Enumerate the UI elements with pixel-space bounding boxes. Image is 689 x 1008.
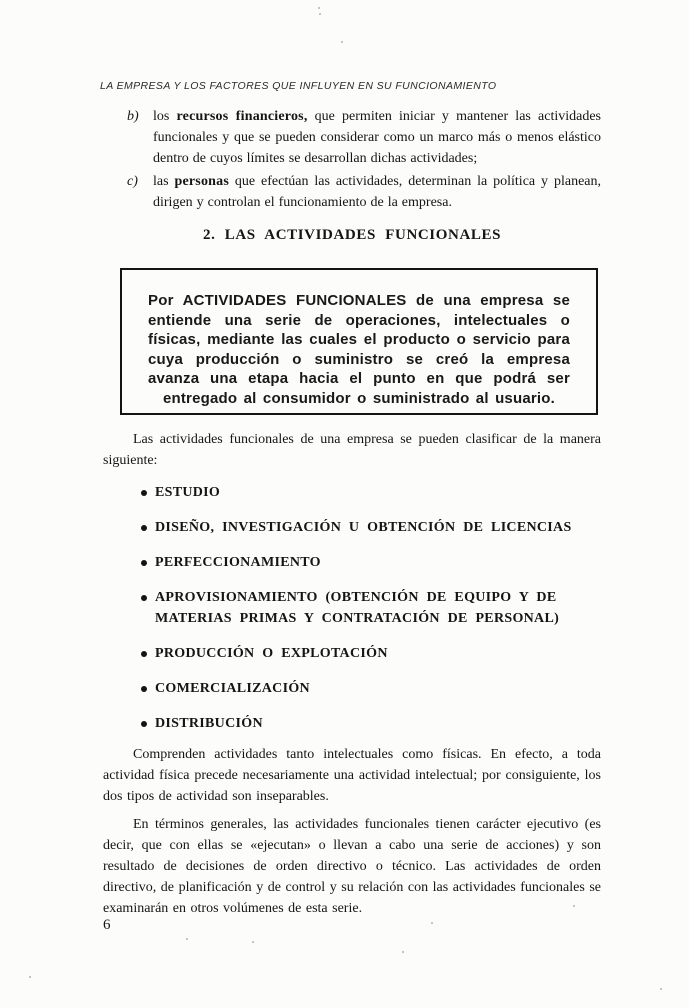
bullet-icon: [141, 686, 147, 692]
list-item: [141, 482, 601, 503]
scan-speck: [573, 905, 575, 907]
scan-speck: [431, 922, 433, 924]
scan-speck: [318, 7, 320, 9]
scan-speck: [29, 976, 31, 978]
list-item-b: [127, 106, 601, 169]
bullet-icon: [141, 721, 147, 727]
bullet-icon: [141, 560, 147, 566]
bullet-label: COMERCIALIZACIÓN: [155, 681, 310, 696]
text-run: que permiten iniciar y mantener las actividades funcionales y que se pueden considerar como un marco más o menos elástico dentro de cuyos límites se desarrollan dichas actividades;: [153, 109, 601, 166]
bullet-icon: [141, 595, 147, 601]
list-item: [141, 678, 601, 699]
list-item-b-text: [153, 106, 601, 169]
paragraph-intro: Las actividades funcionales de una empresa se pueden clasificar de la manera siguiente:: [103, 432, 601, 468]
text-run: las: [153, 174, 175, 189]
bold-term: personas: [174, 174, 229, 189]
list-item: [141, 517, 601, 538]
bullet-label: DISTRIBUCIÓN: [155, 716, 263, 731]
scan-speck: [252, 941, 254, 943]
definition-box-text: [148, 291, 570, 408]
section-heading: 2. LAS ACTIVIDADES FUNCIONALES: [202, 227, 502, 243]
scan-speck: [186, 938, 188, 940]
scan-speck: [660, 988, 662, 990]
text-run: Por: [148, 292, 183, 309]
list-item: [141, 552, 601, 573]
bullet-icon: [141, 490, 147, 496]
list-item: [141, 713, 601, 734]
paragraph-terminos: En términos generales, las actividades funcionales tienen carácter ejecutivo (es decir, que con ellas se «ejecutan» o llevan a cabo una serie de acciones) y son resultado de decisiones de orden directivo o técnico. Las actividades de orden directivo, de planificación y de control y su relación con las actividades funcionales se examinarán en otros volúmenes de esta serie.: [103, 817, 601, 916]
list-marker-c: c): [127, 174, 138, 189]
scan-speck: [341, 41, 343, 43]
definition-box: [120, 268, 598, 415]
list-item: [141, 587, 601, 629]
paragraph-comprenden: Comprenden actividades tanto intelectuales como físicas. En efecto, a toda actividad física precede necesariamente una actividad intelectual; por consiguiente, los dos tipos de actividad son inseparables.: [103, 747, 601, 804]
bullet-label: ESTUDIO: [155, 485, 221, 500]
running-header: LA EMPRESA Y LOS FACTORES QUE INFLUYEN EN SU FUNCIONAMIENTO: [100, 80, 497, 92]
bullet-list: [141, 482, 601, 748]
scan-speck: [402, 951, 404, 953]
bullet-label: APROVISIONAMIENTO (OBTENCIÓN DE EQUIPO Y DE MATERIAS PRIMAS Y CONTRATACIÓN DE PERSONAL): [155, 590, 560, 626]
bullet-label: DISEÑO, INVESTIGACIÓN U OBTENCIÓN DE LICENCIAS: [155, 520, 572, 535]
page-number: 6: [103, 917, 111, 933]
scan-speck: [319, 13, 321, 15]
bold-term: recursos financieros,: [176, 109, 308, 124]
text-run: de una empresa se entiende una serie de operaciones, intelectuales o físicas, mediante las cuales el producto o servicio para cuya producción o suministro se creó la empresa avanza una etapa hacia el punto en que podrá ser entregado al consumidor o suministrado al usuario.: [148, 292, 570, 407]
list-marker-b: b): [127, 109, 139, 124]
definition-term: ACTIVIDADES FUNCIONALES: [182, 292, 407, 309]
bullet-label: PRODUCCIÓN O EXPLOTACIÓN: [155, 646, 388, 661]
bullet-icon: [141, 525, 147, 531]
list-item-c: [127, 171, 601, 213]
bullet-label: PERFECCIONAMIENTO: [155, 555, 321, 570]
list-item: [141, 643, 601, 664]
bullet-icon: [141, 651, 147, 657]
text-run: que efectúan las actividades, determinan la política y planean, dirigen y controlan el funcionamiento de la empresa.: [153, 174, 601, 210]
list-item-c-text: [153, 171, 601, 213]
text-run: los: [153, 109, 177, 124]
